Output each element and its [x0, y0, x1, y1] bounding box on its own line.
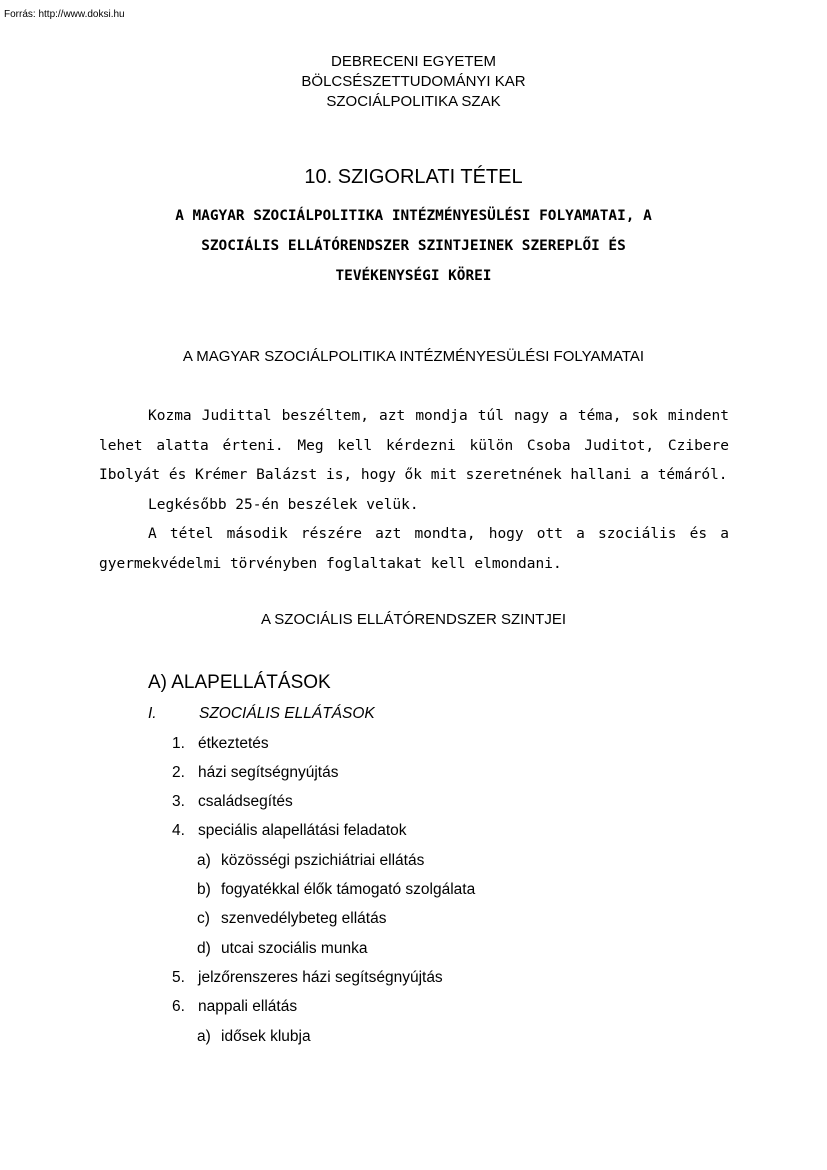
main-title	[90, 201, 737, 291]
list-item-label: fogyatékkal élők támogató szolgálata	[221, 881, 476, 898]
list-item-label: szenvedélybeteg ellátás	[221, 910, 387, 927]
paragraph: Legkésőbb 25-én beszélek velük.	[148, 496, 419, 513]
list-item-label: utcai szociális munka	[221, 940, 368, 957]
institution-header	[0, 52, 827, 112]
sub-list-item	[197, 940, 367, 958]
list-item-label: idősek klubja	[221, 1028, 311, 1045]
list-item-label: jelzőrenszeres házi segítségnyújtás	[198, 969, 443, 986]
list-item-letter: b)	[197, 881, 211, 898]
list-item-label: közösségi pszichiátriai ellátás	[221, 852, 425, 869]
section-title-institutionalization: A MAGYAR SZOCIÁLPOLITIKA INTÉZMÉNYESÜLÉSI FOLYAMATAI	[182, 348, 645, 365]
paragraph: A tétel második részére azt mondta, hogy ott a szociális és a gyermekvédelmi törvényben foglaltakat kell elmondani.	[99, 526, 729, 572]
list-item-number: 1.	[172, 735, 185, 752]
program-name: SZOCIÁLPOLITIKA SZAK	[326, 93, 501, 110]
exam-item-title: 10. SZIGORLATI TÉTEL	[304, 166, 523, 188]
list-item-number: 3.	[172, 793, 185, 810]
main-title-line: SZOCIÁLIS ELLÁTÓRENDSZER SZINTJEINEK SZEREPLŐI ÉS	[201, 238, 626, 254]
list-item-letter: a)	[197, 852, 211, 869]
sub-list-item	[197, 881, 475, 899]
list-item-number: 6.	[172, 998, 185, 1015]
roman-label: SZOCIÁLIS ELLÁTÁSOK	[199, 705, 375, 722]
paragraph: Kozma Judittal beszéltem, azt mondja túl nagy a téma, sok mindent lehet alatta érteni. Meg kell kérdezni külön Csoba Juditot, Czibere Ibolyát és Krémer Balázst is, hogy ők mit szeretnének hallani a témáról.	[99, 408, 729, 483]
list-item	[172, 735, 269, 753]
main-title-line: TEVÉKENYSÉGI KÖREI	[335, 268, 492, 284]
list-item	[172, 764, 338, 782]
sub-list-item	[197, 1028, 311, 1046]
list-item-number: 2.	[172, 764, 185, 781]
sub-list-item	[197, 852, 424, 870]
list-item-label: étkeztetés	[198, 735, 269, 752]
sub-list-item	[197, 910, 386, 928]
list-item-letter: c)	[197, 910, 210, 927]
body-text	[99, 402, 729, 579]
list-item-number: 5.	[172, 969, 185, 986]
source-note: Forrás: http://www.doksi.hu	[4, 9, 125, 20]
list-item	[172, 969, 443, 987]
list-item-letter: a)	[197, 1028, 211, 1045]
faculty-name: BÖLCSÉSZETTUDOMÁNYI KAR	[301, 73, 526, 90]
list-item-label: speciális alapellátási feladatok	[198, 822, 407, 839]
list-item-label: házi segítségnyújtás	[198, 764, 339, 781]
section-title-levels: A SZOCIÁLIS ELLÁTÓRENDSZER SZINTJEI	[260, 611, 567, 628]
roman-numeral: I.	[148, 705, 157, 722]
outline-heading: A) ALAPELLÁTÁSOK	[148, 672, 331, 693]
outline-roman-item	[148, 705, 375, 723]
main-title-line: A MAGYAR SZOCIÁLPOLITIKA INTÉZMÉNYESÜLÉSI FOLYAMATAI, A	[175, 208, 652, 224]
list-item-label: családsegítés	[198, 793, 293, 810]
list-item	[172, 998, 297, 1016]
list-item	[172, 822, 407, 840]
list-item-label: nappali ellátás	[198, 998, 298, 1015]
list-item-number: 4.	[172, 822, 185, 839]
list-item	[172, 793, 293, 811]
list-item-letter: d)	[197, 940, 211, 957]
university-name: DEBRECENI EGYETEM	[330, 53, 497, 70]
